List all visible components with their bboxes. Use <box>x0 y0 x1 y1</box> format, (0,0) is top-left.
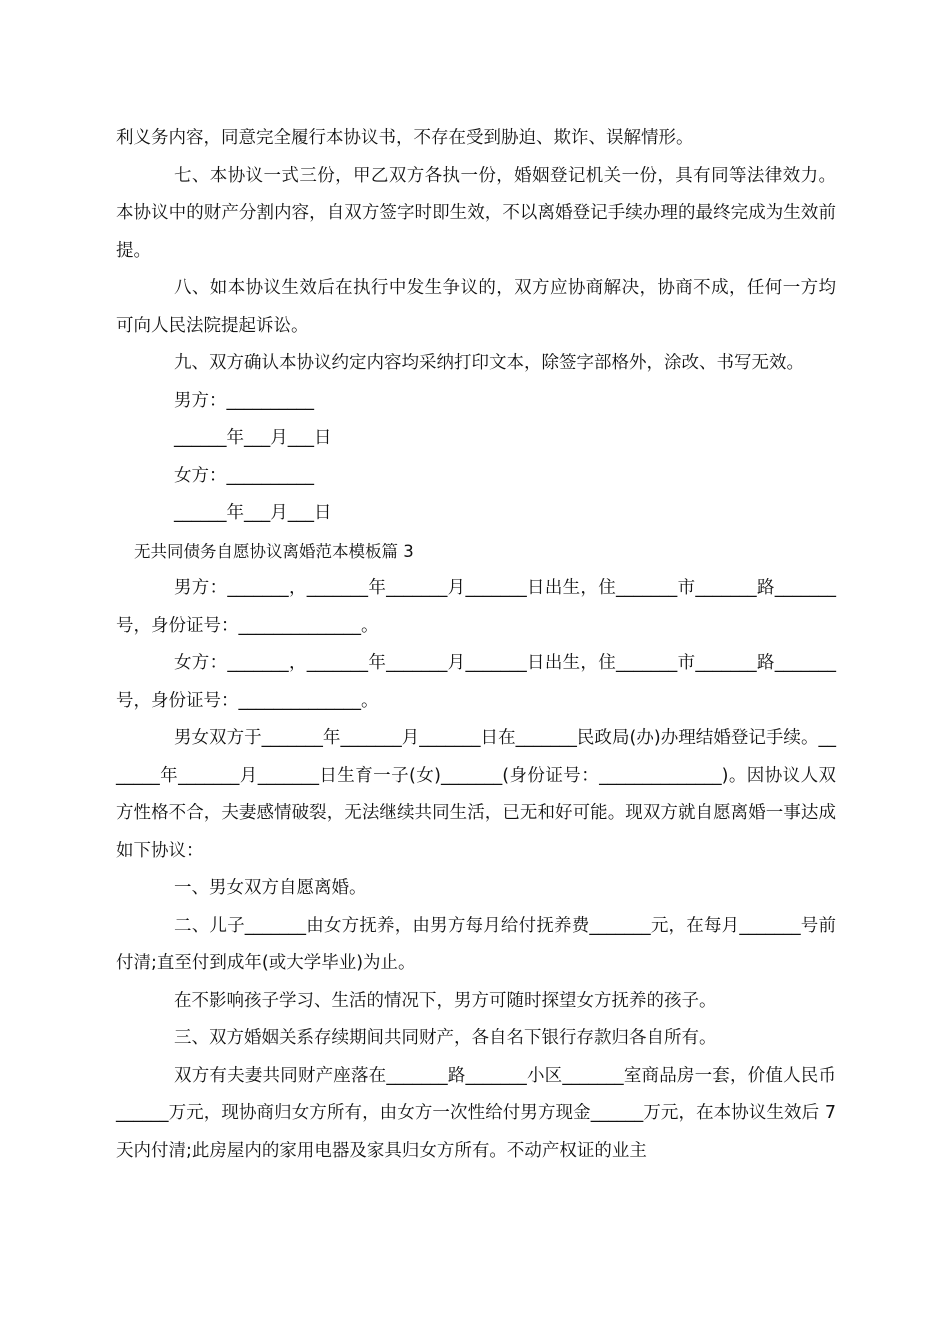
female-party-info: 女方：_______，_______年_______月_______日出生，住_______市_______路_______号，身份证号：______________。 <box>116 653 836 711</box>
clause-two: 二、儿子_______由女方抚养，由男方每月给付抚养费_______元，在每月_______号前付清;直至付到成年(或大学毕业)为止。 <box>116 915 836 973</box>
clause-three-property: 双方有夫妻共同财产座落在_______路_______小区_______室商品房一套，价值人民币______万元，现协商归女方所有，由女方一次性给付男方现金______万元，在本协议生效后 7 天内付清;此房屋内的家用电器及家具归女方所有。不动产权证的业主 <box>116 1065 836 1161</box>
marriage-info: 男女双方于_______年_______月_______日在_______民政局(办)办理结婚登记手续。_______年_______月_______日生育一子(女)_______(身份证号：______________)。因协议人双方性格不合，夫妻感情破裂，无法继续共同生活，已无和好可能。现双方就自愿离婚一事达成如下协议： <box>116 728 836 861</box>
clause-nine: 九、双方确认本协议约定内容均采纳打印文本，除签字部格外，涂改、书写无效。 <box>174 353 804 373</box>
clause-two-visitation: 在不影响孩子学习、生活的情况下，男方可随时探望女方抚养的孩子。 <box>174 990 717 1011</box>
clause-one: 一、男女双方自愿离婚。 <box>174 878 367 898</box>
male-signature-line: 男方：__________ <box>174 390 314 411</box>
document-body <box>116 120 836 1170</box>
section-title: 无共同债务自愿协议离婚范本模板篇 3 <box>134 541 414 561</box>
female-date-line: ______年___月___日 <box>174 503 332 523</box>
male-party-info: 男方：_______，_______年_______月_______日出生，住_______市_______路_______号，身份证号：______________。 <box>116 578 836 636</box>
female-signature-line: 女方：__________ <box>174 465 314 486</box>
clause-seven: 七、本协议一式三份，甲乙双方各执一份，婚姻登记机关一份，具有同等法律效力。本协议中的财产分割内容，自双方签字时即生效，不以离婚登记手续办理的最终完成为生效前提。 <box>116 165 836 261</box>
paragraph-continuation: 利义务内容，同意完全履行本协议书，不存在受到胁迫、欺诈、误解情形。 <box>116 128 694 148</box>
clause-eight: 八、如本协议生效后在执行中发生争议的，双方应协商解决，协商不成，任何一方均可向人民法院提起诉讼。 <box>116 278 836 336</box>
male-date-line: ______年___月___日 <box>174 428 332 448</box>
clause-three: 三、双方婚姻关系存续期间共同财产，各自名下银行存款归各自所有。 <box>174 1028 717 1048</box>
